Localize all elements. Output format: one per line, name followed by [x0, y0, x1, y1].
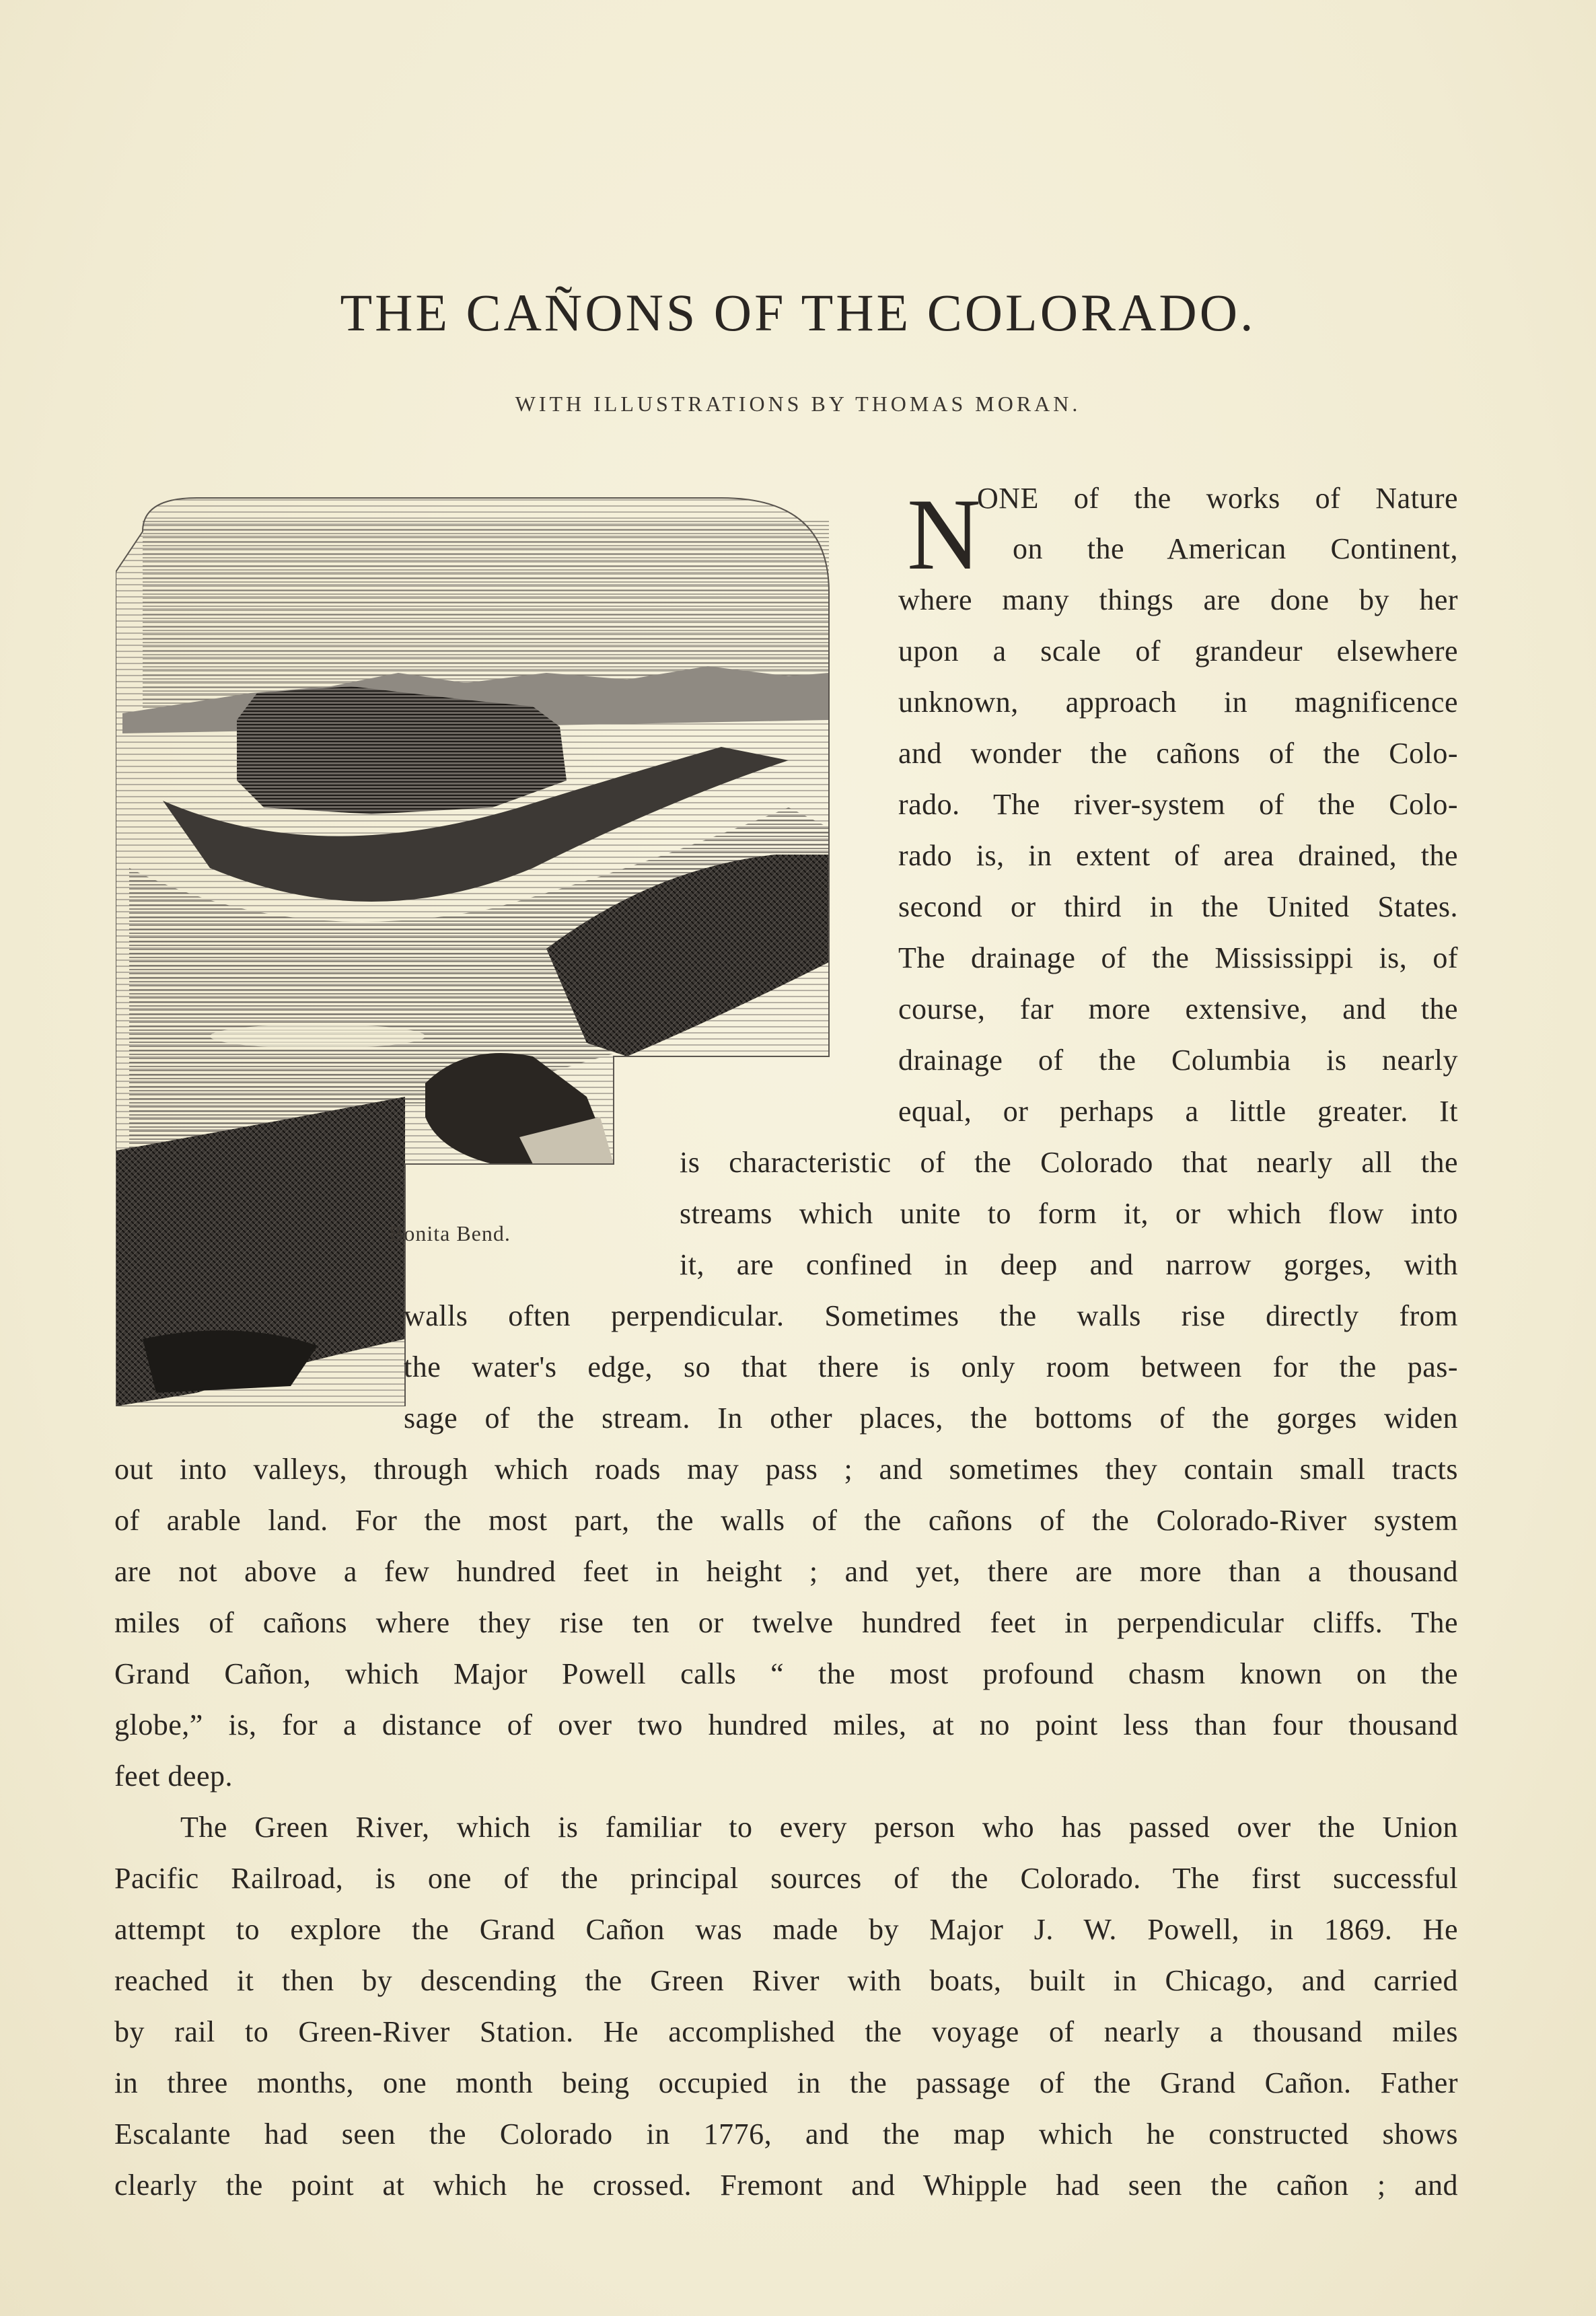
text-line: drainage of the Columbia is nearly — [898, 1044, 1458, 1077]
drop-cap: N — [907, 478, 981, 591]
text-line: The drainage of the Mississippi is, of — [898, 941, 1458, 974]
text-line: out into valleys, through which roads may pass ; and sometimes they contain small tracts — [114, 1453, 1458, 1486]
text-line: Escalante had seen the Colorado in 1776, and the map which he constructed shows — [114, 2118, 1458, 2150]
text-line: are not above a few hundred feet in height ; and yet, there are more than a thousand — [114, 1555, 1458, 1588]
text-line: upon a scale of grandeur elsewhere — [898, 635, 1458, 667]
text-line: walls often perpendicular. Sometimes the walls rise directly from — [404, 1299, 1458, 1332]
page-title: THE CAÑONS OF THE COLORADO. — [340, 283, 1256, 342]
text-line: globe,” is, for a distance of over two hundred miles, at no point less than four thousand — [114, 1708, 1458, 1741]
text-line: The Green River, which is familiar to every person who has passed over the Union — [180, 1811, 1458, 1844]
text-line: and wonder the cañons of the Colo- — [898, 737, 1458, 770]
text-line: of arable land. For the most part, the walls of the cañons of the Colorado-River system — [114, 1504, 1458, 1537]
text-line: clearly the point at which he crossed. Fremont and Whipple had seen the cañon ; and — [114, 2169, 1458, 2202]
text-line: second or third in the United States. — [898, 890, 1458, 923]
text-line: course, far more extensive, and the — [898, 992, 1458, 1025]
text-line: attempt to explore the Grand Cañon was made by Major J. W. Powell, in 1869. He — [114, 1913, 1458, 1946]
text-line: streams which unite to form it, or which flow into — [680, 1197, 1458, 1230]
text-line: rado. The river-system of the Colo- — [898, 788, 1458, 821]
text-line: sage of the stream. In other places, the bottoms of the gorges widen — [404, 1402, 1458, 1435]
illustration-caption: Bonita Bend. — [389, 1221, 511, 1245]
text-line: is characteristic of the Colorado that nearly all the — [680, 1146, 1458, 1179]
text-line: unknown, approach in magnificence — [898, 686, 1458, 719]
text-line: Grand Cañon, which Major Powell calls “ the most profound chasm known on the — [114, 1657, 1458, 1690]
text-line: where many things are done by her — [898, 583, 1458, 616]
text-line: it, are confined in deep and narrow gorges, with — [680, 1248, 1458, 1281]
text-line: reached it then by descending the Green River with boats, built in Chicago, and carried — [114, 1964, 1458, 1997]
text-line: miles of cañons where they rise ten or twelve hundred feet in perpendicular cliffs. The — [114, 1606, 1458, 1639]
text-line: ONE of the works of Nature — [977, 482, 1458, 515]
text-line: on the American Continent, — [1013, 532, 1458, 565]
text-line: Pacific Railroad, is one of the principal sources of the Colorado. The first successful — [114, 1862, 1458, 1895]
text-line: the water's edge, so that there is only room between for the pas- — [404, 1350, 1458, 1383]
text-line: feet deep. — [114, 1760, 233, 1793]
text-line: by rail to Green-River Station. He accomplished the voyage of nearly a thousand miles — [114, 2015, 1458, 2048]
text-line: in three months, one month being occupied in the passage of the Grand Cañon. Father — [114, 2066, 1458, 2099]
text-line: equal, or perhaps a little greater. It — [898, 1095, 1458, 1128]
page-subtitle: WITH ILLUSTRATIONS BY THOMAS MORAN. — [515, 392, 1081, 416]
text-line: rado is, in extent of area drained, the — [898, 839, 1458, 872]
